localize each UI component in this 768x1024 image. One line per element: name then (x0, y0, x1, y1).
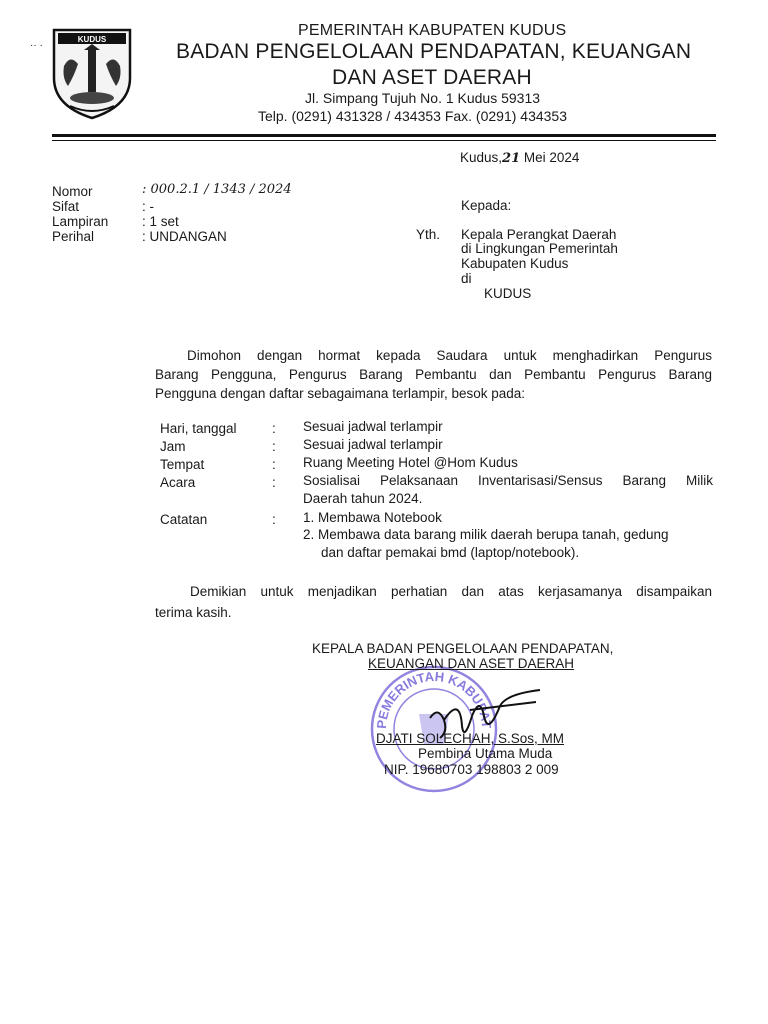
recipient-line: Kabupaten Kudus (461, 256, 569, 271)
date-day-handwritten: 21 (502, 151, 521, 166)
detail-colon: : (272, 421, 276, 436)
detail-value: Ruang Meeting Hotel @Hom Kudus (303, 455, 518, 470)
detail-value: Sesuai jadwal terlampir (303, 419, 443, 434)
detail-label: Tempat (160, 457, 205, 472)
kudus-coat-of-arms-logo (50, 26, 134, 120)
recipient-line: di (461, 271, 472, 286)
detail-label: Jam (160, 439, 186, 454)
note-item-cont: dan daftar pemakai bmd (laptop/notebook). (321, 545, 580, 560)
recipient-kepada: Kepada: (461, 198, 512, 213)
note-item: 1. Membawa Notebook (303, 510, 442, 525)
signatory-title-2: KEUANGAN DAN ASET DAERAH (368, 656, 575, 671)
meta-label: Nomor (52, 184, 93, 199)
date-month-year: Mei 2024 (523, 150, 580, 165)
date-place: Kudus, (460, 150, 503, 165)
detail-label: Hari, tanggal (160, 421, 237, 436)
header-address: Jl. Simpang Tujuh No. 1 Kudus 59313 (305, 90, 541, 106)
recipient-city: KUDUS (484, 286, 532, 301)
intro-line: Pengguna dengan daftar sebagaimana terlampir, besok pada: (155, 386, 526, 401)
meta-label: Sifat (52, 199, 80, 214)
header-agency: BADAN PENGELOLAAN PENDAPATAN, KEUANGAN (176, 40, 692, 63)
detail-label: Acara (160, 475, 196, 490)
meta-value: : 1 set (142, 214, 179, 229)
detail-value: Sosialisai Pelaksanaan Inventarisasi/Sensus Barang Milik (303, 473, 713, 488)
recipient-yth: Yth. (416, 227, 441, 242)
intro-line: Dimohon dengan hormat kepada Saudara untuk menghadirkan Pengurus (187, 348, 712, 363)
recipient-line: Kepala Perangkat Daerah (461, 227, 617, 242)
note-item: 2. Membawa data barang milik daerah berupa tanah, gedung (303, 527, 669, 542)
header-rule-thick (52, 134, 716, 137)
stamp-text: PEMERINTAH KABUPAT (373, 668, 495, 730)
signatory-nip: NIP. 19680703 198803 2 009 (384, 762, 559, 777)
header-phone: Telp. (0291) 431328 / 434353 Fax. (0291) 434353 (258, 108, 568, 124)
header-rule-thin (52, 140, 716, 141)
meta-number-value: : 000.2.1 / 1343 / 2024 (142, 182, 292, 197)
detail-colon: : (272, 475, 276, 490)
recipient-line: di Lingkungan Pemerintah (461, 241, 618, 256)
detail-colon: : (272, 512, 276, 527)
signatory-name: DJATI SOLECHAH, S.Sos, MM (376, 731, 565, 746)
detail-colon: : (272, 457, 276, 472)
detail-value-cont: Daerah tahun 2024. (303, 491, 423, 506)
header-agency-2: DAN ASET DAERAH (332, 66, 532, 89)
detail-colon: : (272, 439, 276, 454)
meta-value: : UNDANGAN (142, 229, 227, 244)
meta-label: Perihal (52, 229, 95, 244)
signatory-title: KEPALA BADAN PENGELOLAAN PENDAPATAN, (312, 641, 614, 656)
signatory-rank: Pembina Utama Muda (418, 746, 553, 761)
letter-date (460, 150, 579, 166)
intro-line: Barang Pengguna, Pengurus Barang Pembantu dan Pembantu Pengurus Barang (155, 367, 712, 382)
meta-label: Lampiran (52, 214, 109, 229)
closing-line: terima kasih. (155, 605, 232, 620)
closing-line: Demikian untuk menjadikan perhatian dan atas kerjasamanya disampaikan (190, 584, 712, 599)
margin-mark: ·· · (30, 40, 43, 51)
detail-label: Catatan (160, 512, 208, 527)
logo-text: KUDUS (77, 35, 107, 44)
header-government: PEMERINTAH KABUPATEN KUDUS (298, 22, 567, 39)
detail-value: Sesuai jadwal terlampir (303, 437, 443, 452)
meta-value: : - (142, 199, 154, 214)
